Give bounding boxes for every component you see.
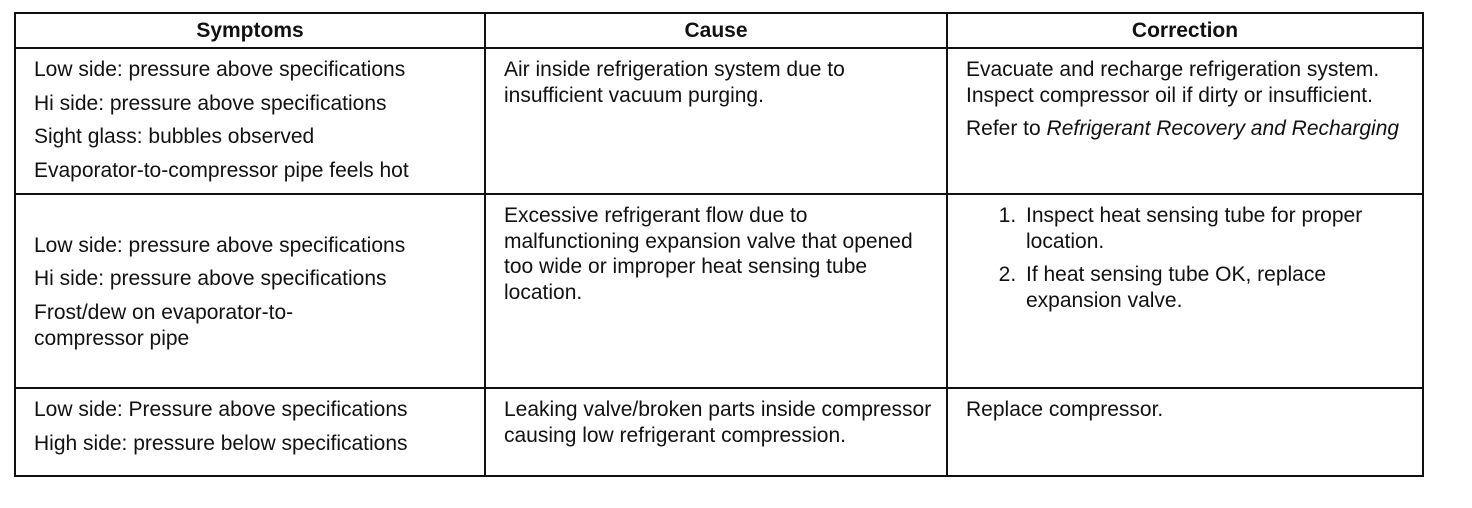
correction-step: 2. If heat sensing tube OK, replace expansion valve. [1022,262,1412,313]
cause-text: Excessive refrigerant flow due to malfunctioning expansion valve that opened too wide or improper heat sensing tube location. [504,204,913,304]
symptom-line: Hi side: pressure above specifications [34,267,387,291]
symptom-line: Low side: pressure above specifications [34,58,406,81]
header-cause: Cause [485,13,947,48]
header-row [15,13,1423,48]
header-symptoms: Symptoms [15,13,485,48]
symptom-line: Sight glass: bubbles observed [34,125,315,149]
correction-cell [947,194,1423,388]
table-row [15,194,1423,388]
troubleshooting-table [14,12,1424,477]
correction-reference [966,116,1412,142]
symptom-line: Evaporator-to-compressor pipe feels hot [34,158,409,182]
reference-prefix: Refer to [966,117,1041,141]
table-row [15,48,1423,194]
symptoms-cell [15,194,485,388]
correction-text: Evacuate and recharge refrigeration system. Inspect compressor oil if dirty or insufficient. [966,58,1380,107]
symptom-line: High side: pressure below specifications [34,431,408,455]
correction-steps [966,203,1412,313]
correction-cell [947,388,1423,476]
cause-text: Air inside refrigeration system due to insufficient vacuum purging. [504,58,845,107]
correction-step: 1. Inspect heat sensing tube for proper location. [1022,203,1412,254]
symptom-line: Low side: pressure above specifications [34,233,406,257]
symptom-line: Low side: Pressure above specifications [34,398,408,421]
symptoms-cell [15,388,485,476]
cause-cell [485,48,947,194]
cause-cell [485,194,947,388]
table-row [15,388,1423,476]
cause-cell [485,388,947,476]
symptom-line: Hi side: pressure above specifications [34,91,387,115]
correction-text: Replace compressor. [966,398,1164,421]
header-correction: Correction [947,13,1423,48]
symptom-line: Frost/dew on evaporator-to-compressor pipe [34,301,294,350]
reference-title: Refrigerant Recovery and Recharging [1046,117,1400,141]
correction-cell [947,48,1423,194]
cause-text: Leaking valve/broken parts inside compressor causing low refrigerant compression. [504,398,932,447]
symptoms-cell [15,48,485,194]
